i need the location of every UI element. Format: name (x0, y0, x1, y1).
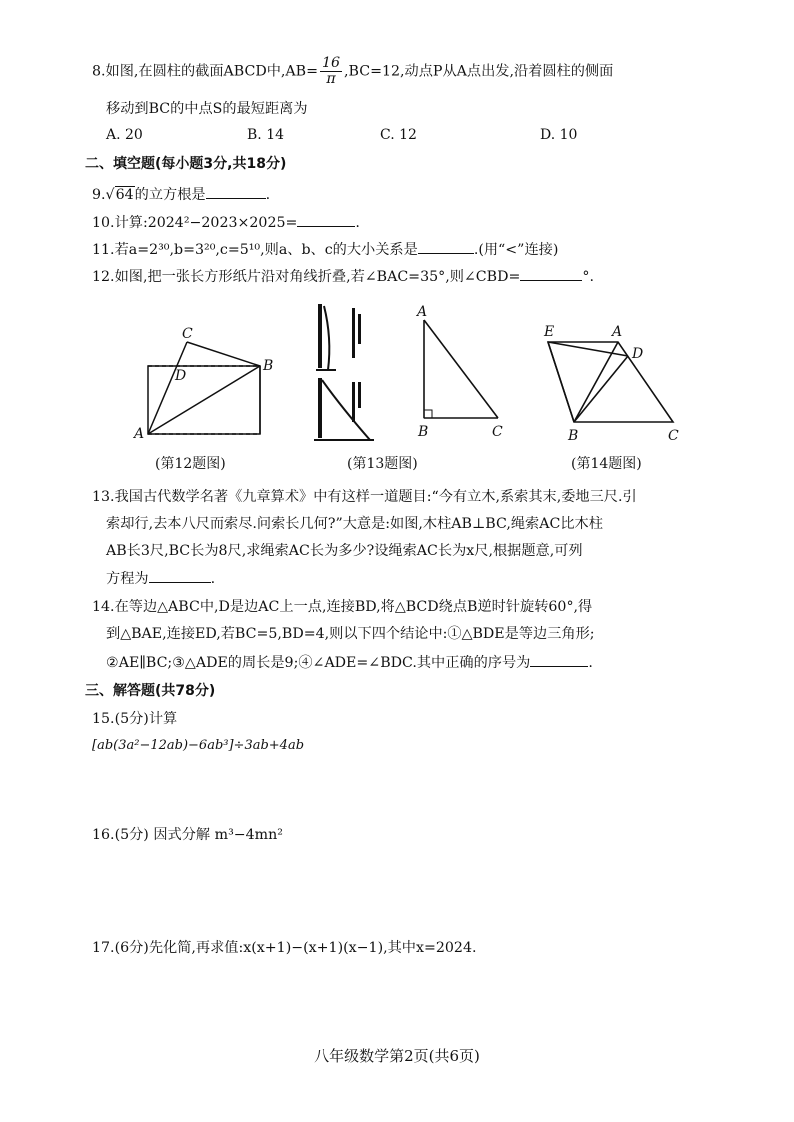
fig13-label-a: A (417, 304, 428, 320)
q8-frac-num: 16 (321, 55, 341, 71)
q12-answer-blank (520, 266, 582, 281)
fig13-label-b: B (418, 424, 429, 440)
fig12-label-a: A (134, 426, 145, 442)
q8-option-a: A. 20 (106, 127, 143, 143)
q8-line1 (92, 56, 613, 87)
figure-14 (538, 320, 688, 445)
q13-end: . (210, 571, 216, 587)
fig12-label-d: D (175, 368, 187, 384)
q14-end: . (588, 655, 593, 671)
q13-line3: AB长3尺,BC长为8尺,求绳索AC长为多少?设绳索AC长为x尺,根据题意,可列 (106, 543, 583, 559)
fig13-right-angle (424, 410, 432, 418)
q9-radicand: 64 (115, 187, 134, 203)
fig13-vertical-script (352, 308, 361, 422)
q10-answer-blank (297, 212, 355, 227)
q13-line4 (106, 568, 215, 589)
q12-end: °. (582, 269, 594, 285)
q9-answer-blank (206, 184, 266, 199)
q10-text: 10.计算:2024²−2023×2025= (92, 215, 298, 231)
fig12-caption: (第12题图) (155, 456, 226, 472)
q11-end: .(用“<”连接) (473, 242, 559, 258)
q14-line1: 14.在等边△ABC中,D是边AC上一点,连接BD,将△BCD绕点B逆时针旋转60°,得 (92, 599, 593, 615)
q9-text: 的立方根是 (134, 187, 206, 203)
q13-answer-blank (149, 568, 211, 583)
fig13-rope-pulled (322, 380, 370, 440)
fig12-diagonal-ab (148, 366, 260, 434)
q8-option-d: D. 10 (540, 127, 578, 143)
fig12-line-ac (148, 342, 187, 434)
fig14-line-ba (574, 342, 618, 422)
q17-text: 17.(6分)先化简,再求值:x(x+1)−(x+1)(x−1),其中x=2024. (92, 940, 477, 956)
q8-fraction (320, 56, 342, 87)
fig12-line-cb (187, 342, 260, 366)
fig13-caption: (第13题图) (347, 456, 418, 472)
q12-text: 12.如图,把一张长方形纸片沿对角线折叠,若∠BAC=35°,则∠CBD= (92, 269, 521, 285)
q14-last-text: ②AE∥BC;③△ADE的周长是9;④∠ADE=∠BDC.其中正确的序号为 (106, 655, 531, 671)
fig14-label-c: C (668, 428, 679, 444)
q12-line (92, 266, 594, 287)
fig13-rope-ac (424, 320, 498, 418)
q13-line2: 索却行,去本八尺而索尽.问索长几何?”大意是:如图,木柱AB⊥BC,绳索AC比木柱 (106, 516, 603, 532)
fig14-label-a: A (612, 324, 623, 340)
q13-last-text: 方程为 (106, 571, 149, 587)
q14-line3 (106, 652, 593, 673)
fig14-line-eb (548, 342, 574, 422)
q8-line2: 移动到BC的中点S的最短距离为 (106, 101, 308, 117)
section2-heading: 二、填空题(每小题3分,共18分) (85, 156, 287, 172)
q15-expression: [ab(3a²−12ab)−6ab³]÷3ab+4ab (92, 738, 305, 753)
q9-line: 9.√64的立方根是 . (92, 184, 270, 205)
fig12-label-b: B (263, 358, 274, 374)
q11-answer-blank (418, 239, 474, 254)
fig14-caption: (第14题图) (571, 456, 642, 472)
q9-number: 9. (92, 187, 106, 203)
fig14-label-d: D (632, 346, 644, 362)
figure-12 (125, 322, 285, 444)
figure-13 (408, 302, 508, 442)
fig12-label-c: C (182, 326, 193, 342)
q9-end: . (265, 187, 271, 203)
fig14-line-bd (574, 356, 628, 422)
figure-13-illustration (308, 298, 378, 448)
q8-part2: ,BC=12,动点P从A点出发,沿着圆柱的侧面 (344, 63, 614, 80)
q13-line1: 13.我国古代数学名著《九章算术》中有这样一道题目:“今有立木,系索其末,委地三尺.引 (92, 489, 637, 505)
section3-heading: 三、解答题(共78分) (85, 683, 216, 699)
q16-text: 16.(5分) 因式分解 m³−4mn² (92, 827, 283, 843)
page-footer: 八年级数学第2页(共6页) (314, 1047, 480, 1065)
q8-part1: 8.如图,在圆柱的截面ABCD中,AB= (92, 63, 318, 80)
q10-end: . (355, 215, 360, 231)
q10-line (92, 212, 360, 233)
q8-option-c: C. 12 (380, 127, 417, 143)
q8-option-b: B. 14 (247, 127, 285, 143)
q14-line2: 到△BAE,连接ED,若BC=5,BD=4,则以下四个结论中:①△BDE是等边三角形; (106, 626, 595, 642)
fig14-label-e: E (544, 324, 555, 340)
q14-answer-blank (530, 652, 588, 667)
q11-line (92, 239, 558, 260)
q8-frac-den: π (326, 71, 336, 87)
q11-text: 11.若a=2³⁰,b=3²⁰,c=5¹⁰,则a、b、c的大小关系是 (92, 242, 418, 258)
fig13-label-c: C (492, 424, 503, 440)
q15-title: 15.(5分)计算 (92, 711, 178, 727)
fig14-label-b: B (568, 428, 579, 444)
fig13-rope-hanging (324, 306, 329, 370)
